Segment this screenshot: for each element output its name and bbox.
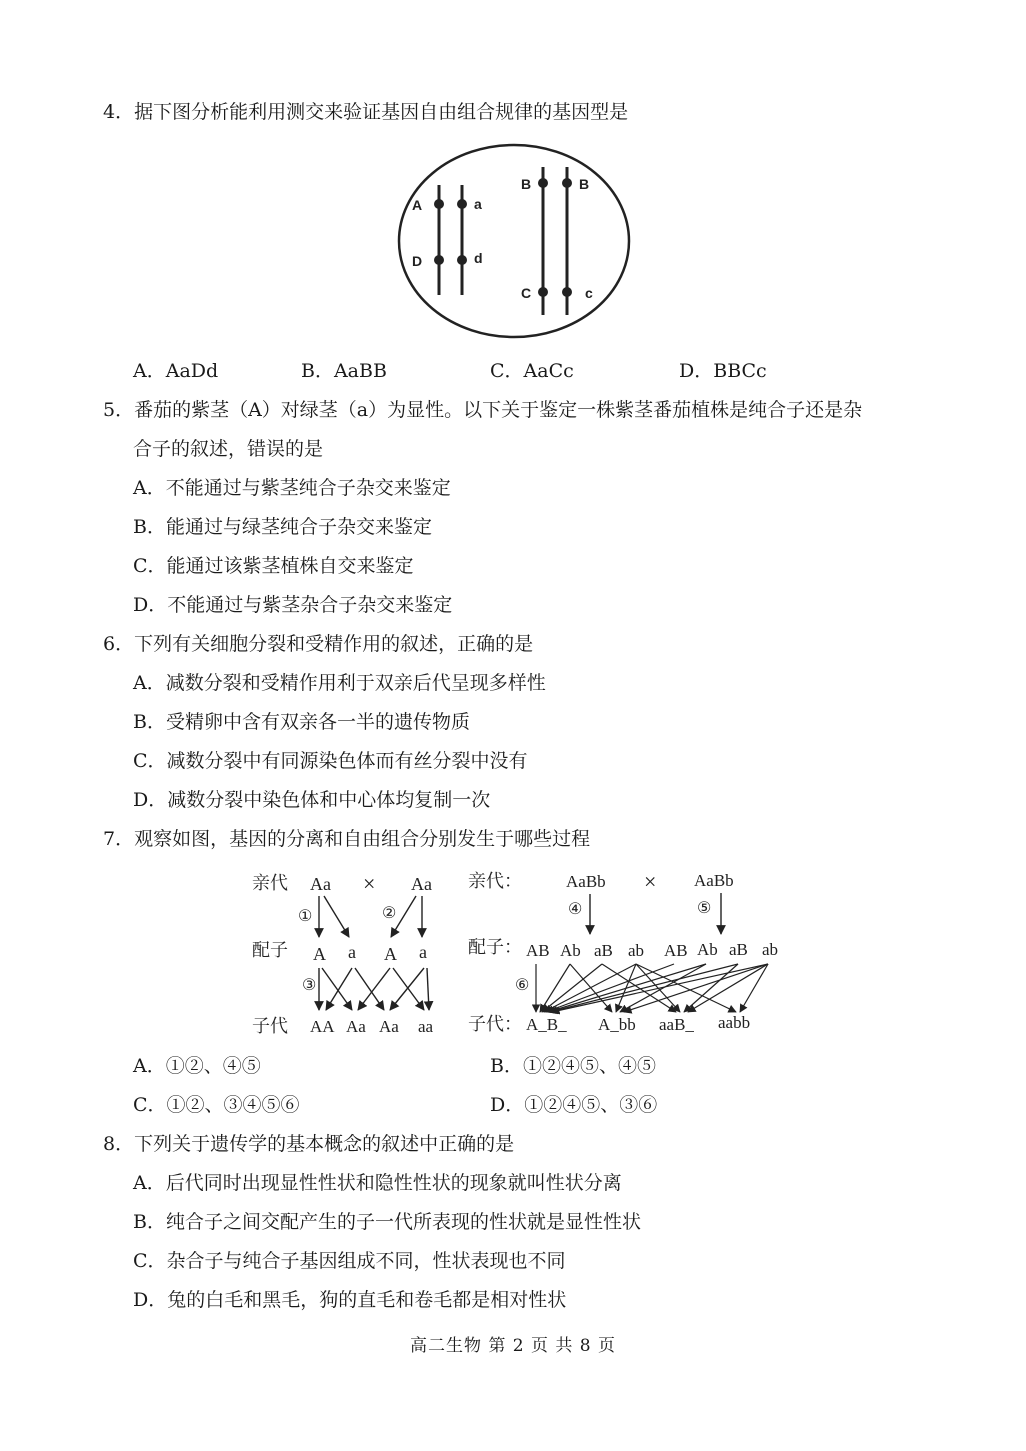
label-D: D	[412, 253, 423, 269]
q7-stem: 7．观察如图，基因的分离和自由组合分别发生于哪些过程	[103, 828, 591, 850]
locus-D	[434, 255, 444, 265]
q5-option-c: C．能通过该紫茎植株自交来鉴定	[133, 555, 414, 577]
q5-option-d: D．不能通过与紫茎杂合子杂交来鉴定	[133, 594, 453, 616]
q4-option-b: B．AaBB	[301, 360, 387, 382]
right-gamete-7: aB	[729, 940, 748, 959]
q6-stem: 6．下列有关细胞分裂和受精作用的叙述，正确的是	[103, 633, 534, 655]
q4-cell-diagram	[396, 141, 632, 341]
label-d: d	[474, 250, 483, 266]
q6-option-b: B．受精卵中含有双亲各一半的遗传物质	[133, 711, 470, 733]
left-step-2: ②	[382, 905, 397, 922]
q8-stem: 8．下列关于遗传学的基本概念的叙述中正确的是	[103, 1133, 515, 1155]
left-offspring-1: AA	[310, 1017, 335, 1036]
q7-option-d: D．①②④⑤、③⑥	[490, 1094, 658, 1116]
right-parent-1: AaBb	[566, 872, 606, 891]
left-offspring-3: Aa	[379, 1017, 399, 1036]
q8-option-c: C．杂合子与纯合子基因组成不同，性状表现也不同	[133, 1250, 566, 1272]
left-gamete-1: A	[313, 944, 326, 964]
right-gamete-2: Ab	[560, 941, 581, 960]
locus-a	[457, 199, 467, 209]
right-cross-symbol: ×	[644, 869, 657, 894]
right-gamete-1: AB	[526, 941, 550, 960]
right-gamete-5: AB	[664, 941, 688, 960]
q8-option-b: B．纯合子之间交配产生的子一代所表现的性状就是显性性状	[133, 1211, 641, 1233]
label-C: C	[521, 285, 532, 301]
right-gamete-label: 配子：	[468, 937, 522, 957]
q6-option-c: C．减数分裂中有同源染色体而有丝分裂中没有	[133, 750, 528, 772]
right-gamete-6: Ab	[697, 940, 718, 959]
locus-B-left	[538, 178, 548, 188]
label-c: c	[585, 285, 593, 301]
right-offspring-1: A_B_	[526, 1015, 567, 1034]
right-parent-label: 亲代：	[468, 871, 522, 891]
left-gamete-3: A	[384, 944, 397, 964]
right-gamete-4: ab	[628, 941, 645, 960]
q6-option-a: A．减数分裂和受精作用利于双亲后代呈现多样性	[133, 672, 546, 694]
q4-option-d: D．BBCc	[679, 360, 767, 382]
right-offspring-3: aaB_	[659, 1015, 694, 1034]
locus-A	[434, 199, 444, 209]
q6-option-d: D．减数分裂中染色体和中心体均复制一次	[133, 789, 491, 811]
q4-option-c: C．AaCc	[490, 360, 574, 382]
q5-option-a: A．不能通过与紫茎纯合子杂交来鉴定	[133, 477, 451, 499]
q5-option-b: B．能通过与绿茎纯合子杂交来鉴定	[133, 516, 432, 538]
q7-option-c: C．①②、③④⑤⑥	[133, 1094, 300, 1116]
left-parent-1: Aa	[310, 874, 331, 894]
q7-cross-diagram	[244, 862, 794, 1042]
right-step-5: ⑤	[697, 900, 712, 917]
left-step-1: ①	[298, 908, 313, 925]
q8-option-d: D．兔的白毛和黑毛，狗的直毛和卷毛都是相对性状	[133, 1289, 567, 1311]
left-cross-symbol: ×	[363, 871, 376, 896]
label-A: A	[412, 197, 423, 213]
q5-stem-line1: 5．番茄的紫茎（A）对绿茎（a）为显性。以下关于鉴定一株紫茎番茄植株是纯合子还是杂	[103, 399, 863, 421]
right-gamete-3: aB	[594, 941, 613, 960]
right-step-4: ④	[568, 901, 583, 918]
left-step-3: ③	[302, 977, 317, 994]
label-B-right: B	[579, 176, 590, 192]
label-a: a	[474, 196, 482, 212]
q4-stem: 4．据下图分析能利用测交来验证基因自由组合规律的基因型是	[103, 101, 629, 123]
right-offspring-2: A_bb	[598, 1015, 636, 1034]
q8-option-a: A．后代同时出现显性性状和隐性性状的现象就叫性状分离	[133, 1172, 622, 1194]
left-offspring-label: 子代	[252, 1016, 288, 1036]
locus-C	[538, 287, 548, 297]
q7-option-b: B．①②④⑤、④⑤	[490, 1055, 656, 1077]
page-footer: 高二生物 第 2 页 共 8 页	[409, 1336, 617, 1356]
cell-outline	[399, 145, 629, 337]
label-B-left: B	[521, 176, 532, 192]
q7-option-a: A．①②、④⑤	[133, 1055, 261, 1077]
q4-option-a: A．AaDd	[133, 360, 219, 382]
left-gamete-4: a	[419, 942, 427, 962]
left-parent-2: Aa	[411, 874, 432, 894]
left-offspring-2: Aa	[346, 1017, 366, 1036]
right-step-6: ⑥	[515, 977, 530, 994]
left-offspring-4: aa	[418, 1017, 434, 1036]
right-offspring-4: aabb	[718, 1013, 751, 1032]
locus-B-right	[562, 178, 572, 188]
left-gamete-label: 配子	[252, 940, 288, 960]
right-gamete-8: ab	[762, 940, 779, 959]
left-gamete-2: a	[348, 942, 356, 962]
locus-d	[457, 255, 467, 265]
locus-c	[562, 287, 572, 297]
q5-stem-line2: 合子的叙述，错误的是	[133, 438, 324, 460]
right-offspring-label: 子代：	[468, 1014, 522, 1034]
right-parent-2: AaBb	[694, 871, 734, 890]
left-parent-label: 亲代	[252, 873, 288, 893]
